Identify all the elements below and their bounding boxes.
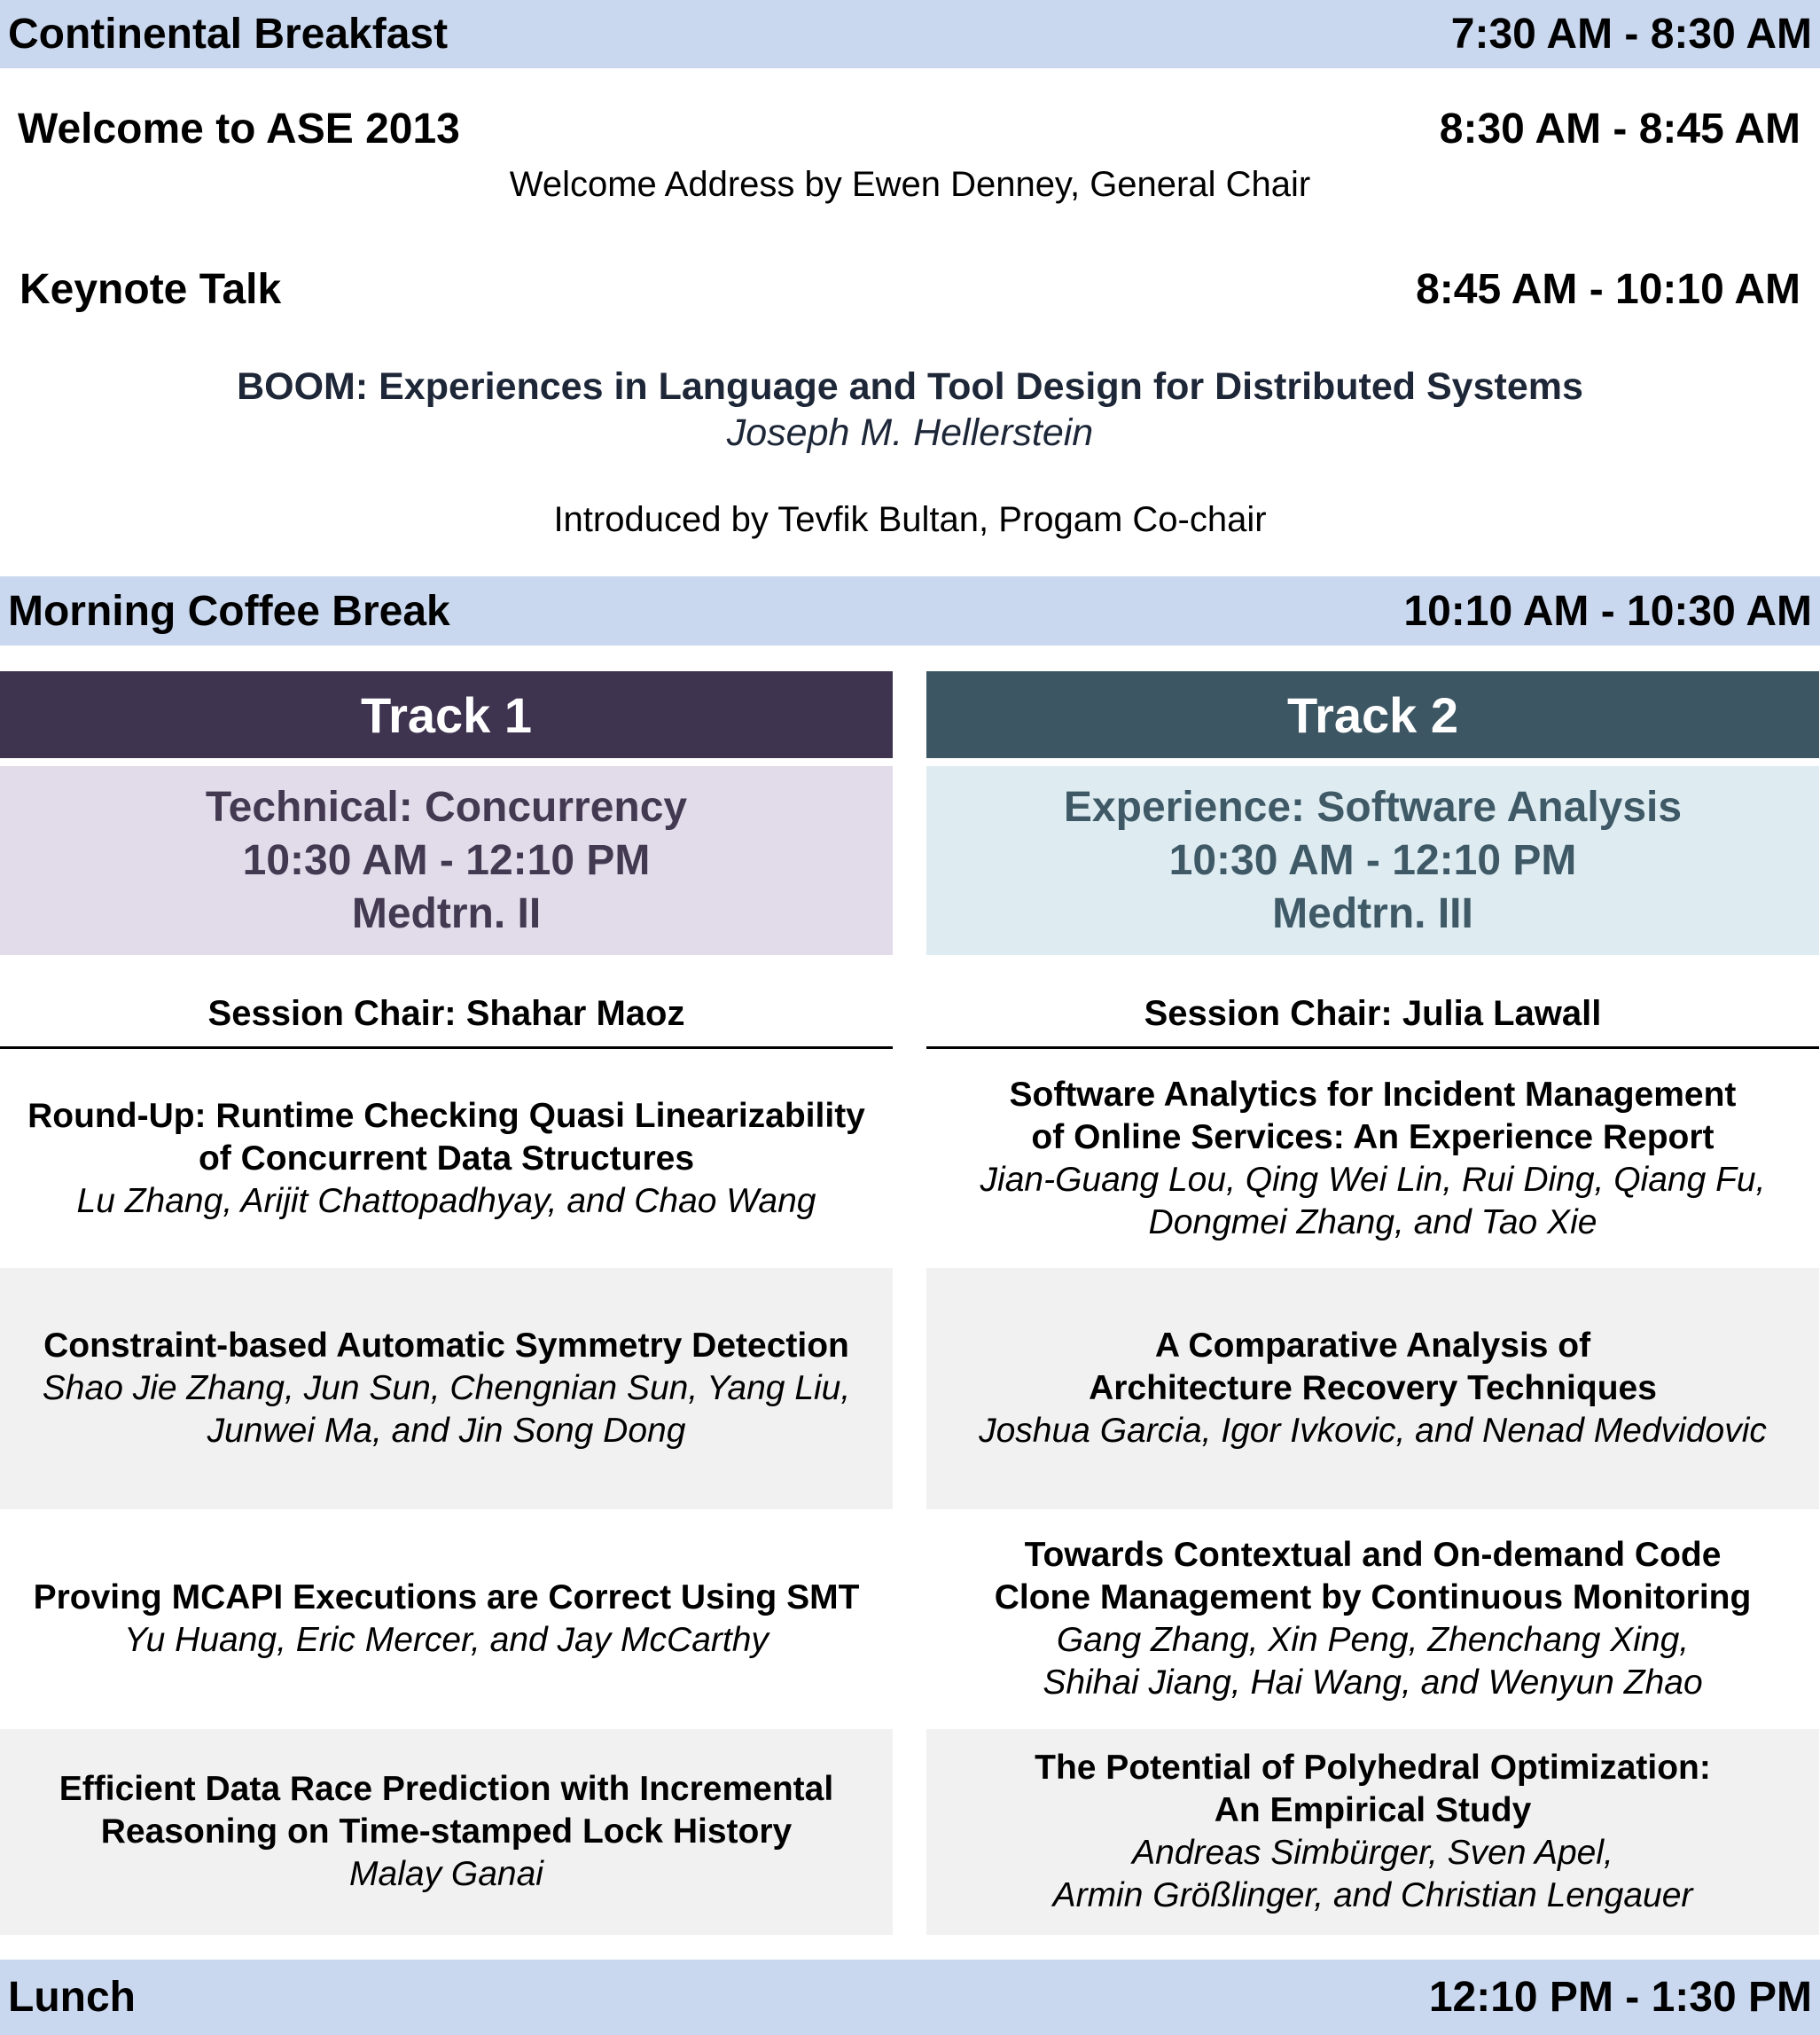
track-1-session-time: 10:30 AM - 12:10 PM <box>242 836 651 884</box>
paper-authors: Joshua Garcia, Igor Ivkovic, and Nenad Medvidovic <box>979 1412 1767 1450</box>
paper-title: Round-Up: Runtime Checking Quasi Linearizability of Concurrent Data Structures <box>27 1097 865 1178</box>
track-2-paper-1 <box>926 1050 1819 1268</box>
paper-authors: Gang Zhang, Xin Peng, Zhenchang Xing, Shihai Jiang, Hai Wang, and Wenyun Zhao <box>1043 1621 1703 1702</box>
track-1-session-box <box>0 766 893 955</box>
coffee-break-label: Morning Coffee Break <box>8 587 450 635</box>
track-1-paper-2 <box>0 1268 893 1509</box>
track-1-paper-3 <box>0 1509 893 1729</box>
keynote-time: 8:45 AM - 10:10 AM <box>1416 266 1800 313</box>
track-2-session-room: Medtrn. III <box>1272 889 1473 937</box>
coffee-break-band <box>0 576 1820 646</box>
welcome-time: 8:30 AM - 8:45 AM <box>1439 106 1800 153</box>
paper-title: Proving MCAPI Executions are Correct Using SMT <box>33 1578 860 1616</box>
track-2-paper-3 <box>926 1509 1819 1729</box>
paper-title: Software Analytics for Incident Management of Online Services: An Experience Report <box>1009 1076 1737 1156</box>
track-2-session-box <box>926 766 1819 955</box>
paper-title: The Potential of Polyhedral Optimization: An Empirical Study <box>1035 1749 1711 1829</box>
track-2-session-chair: Session Chair: Julia Lawall <box>1144 994 1602 1033</box>
welcome-title: Welcome to ASE 2013 <box>18 106 460 153</box>
lunch-band <box>0 1960 1820 2035</box>
track-2-paper-2 <box>926 1268 1819 1509</box>
paper-authors: Jian-Guang Lou, Qing Wei Lin, Rui Ding, Qiang Fu, Dongmei Zhang, and Tao Xie <box>980 1161 1766 1241</box>
coffee-break-time: 10:10 AM - 10:30 AM <box>1403 587 1812 635</box>
track-1-paper-4 <box>0 1729 893 1935</box>
track-2-header: Track 2 <box>926 671 1819 758</box>
welcome-subtitle: Welcome Address by Ewen Denney, General Chair <box>509 165 1311 204</box>
paper-authors: Malay Ganai <box>349 1855 543 1893</box>
track-1-session-title: Technical: Concurrency <box>205 783 688 831</box>
continental-breakfast-label: Continental Breakfast <box>8 11 449 58</box>
paper-authors: Shao Jie Zhang, Jun Sun, Chengnian Sun, Yang Liu, Junwei Ma, and Jin Song Dong <box>42 1369 851 1450</box>
track-1-session-chair: Session Chair: Shahar Maoz <box>207 994 685 1033</box>
paper-title: Constraint-based Automatic Symmetry Detection <box>43 1327 849 1365</box>
track-2-paper-4 <box>926 1729 1819 1935</box>
paper-title: Efficient Data Race Prediction with Incremental Reasoning on Time-stamped Lock History <box>59 1770 834 1851</box>
keynote-speaker: Joseph M. Hellerstein <box>726 411 1094 454</box>
track-2-divider <box>926 1046 1819 1049</box>
track-1-header: Track 1 <box>0 671 893 758</box>
keynote-title: Keynote Talk <box>20 266 282 313</box>
track-2-session-time: 10:30 AM - 12:10 PM <box>1168 836 1577 884</box>
continental-breakfast-time: 7:30 AM - 8:30 AM <box>1450 11 1812 58</box>
paper-title: A Comparative Analysis of Architecture Recovery Techniques <box>1089 1327 1657 1407</box>
lunch-label: Lunch <box>8 1974 136 2021</box>
continental-breakfast-band <box>0 0 1820 68</box>
paper-authors: Yu Huang, Eric Mercer, and Jay McCarthy <box>124 1621 769 1659</box>
paper-authors: Andreas Simbürger, Sven Apel, Armin Größlinger, and Christian Lengauer <box>1052 1834 1693 1914</box>
track-1-divider <box>0 1046 893 1049</box>
track-1-paper-1 <box>0 1050 893 1268</box>
track-1-session-room: Medtrn. II <box>351 889 542 937</box>
keynote-talk-title: BOOM: Experiences in Language and Tool Design for Distributed Systems <box>237 365 1583 408</box>
paper-authors: Lu Zhang, Arijit Chattopadhyay, and Chao Wang <box>76 1182 816 1220</box>
lunch-time: 12:10 PM - 1:30 PM <box>1428 1974 1812 2021</box>
paper-title: Towards Contextual and On-demand Code Clone Management by Continuous Monitoring <box>994 1536 1752 1616</box>
track-2-session-title: Experience: Software Analysis <box>1063 783 1683 831</box>
keynote-introduced-by: Introduced by Tevfik Bultan, Progam Co-chair <box>553 500 1267 539</box>
